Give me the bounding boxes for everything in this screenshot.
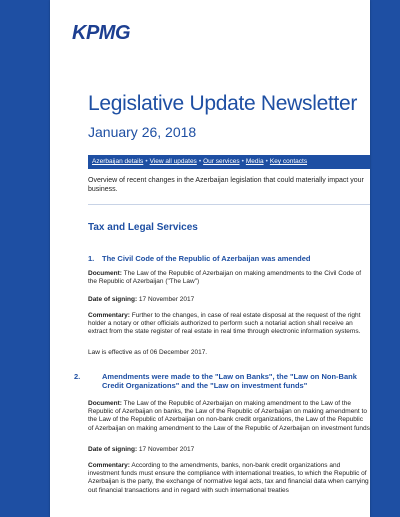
item-heading [74,372,366,390]
document-text: The Law of the Republic of Azerbaijan on making amendments to the Civil Code of the Republic of Azerbaijan ("The Law") [88,270,362,286]
overview-text: Overview of recent changes in the Azerbaijan legislation that could materially impact your business. [88,177,364,193]
document-label: Document: [88,400,122,407]
nav-separator: • [145,158,148,165]
commentary-label: Commentary: [88,312,130,319]
kpmg-logo: KPMG [72,22,130,44]
nav-separator: • [265,158,268,165]
newsletter-date: January 26, 2018 [88,124,197,140]
section-title: Tax and Legal Services [88,222,198,233]
nav-separator: • [198,158,202,165]
item-effective: Law is effective as of 06 December 2017. [88,349,208,356]
item-number: 2. [74,372,81,381]
signing-label: Date of signing: [88,296,138,303]
item-commentary [88,462,370,495]
signing-date: 17 November 2017 [138,446,195,453]
newsletter-title: Legislative Update Newsletter [88,92,358,115]
nav-bar [88,155,370,169]
nav-link-our-services[interactable]: Our services [203,158,240,165]
nav-link-azerbaijan-details[interactable]: Azerbaijan details [92,158,144,165]
newsletter-page [50,0,370,517]
document-text: The Law of the Republic of Azerbaijan on making amendment to the Law of the Republic of Azerbaijan on banks, the Law of the Republic of Azerbaijan on making amendment to the Law of the Republic of Azerbaijan on non-bank credit organizations, the Law of the Republic of Azerbaijan on making amendment to the Law of the Republic of Azerbaijan on investment funds [88,400,370,432]
signing-label: Date of signing: [88,446,138,453]
nav-link-key-contacts[interactable]: Key contacts [269,158,308,165]
item-signing [88,296,370,304]
commentary-label: Commentary: [88,462,130,469]
item-signing [88,446,370,454]
document-label: Document: [88,270,122,277]
item-heading-text: The Civil Code of the Republic of Azerbaijan was amended [102,254,311,263]
item-heading [88,254,358,263]
nav-separator: • [241,158,244,165]
commentary-text: Further to the changes, in case of real estate disposal at the request of the right holder a notary or other officials authorized to perform such a notarial action shall receive an extract from the state register of real estate in real time through electronic information systems. [88,312,361,336]
section-divider [88,204,370,205]
item-document [88,270,370,286]
nav-link-media[interactable]: Media [245,158,264,165]
item-number: 1. [88,254,95,263]
item-commentary [88,312,370,337]
signing-date: 17 November 2017 [138,296,195,303]
item-heading-text: Amendments were made to the "Law on Banks", the "Law on Non-Bank Credit Organizations" and the "Law on investment funds" [102,372,357,390]
nav-link-view-all-updates[interactable]: View all updates [149,158,197,165]
commentary-text: According to the amendments, banks, non-bank credit organizations and investment funds must ensure the compliance with international treaties, to which the Republic of Azerbaijan is the party, the exchange of normative legal acts, tax and financial data when carrying out financial transactions and in regard with such international treaties [88,462,369,494]
item-document [88,400,370,433]
